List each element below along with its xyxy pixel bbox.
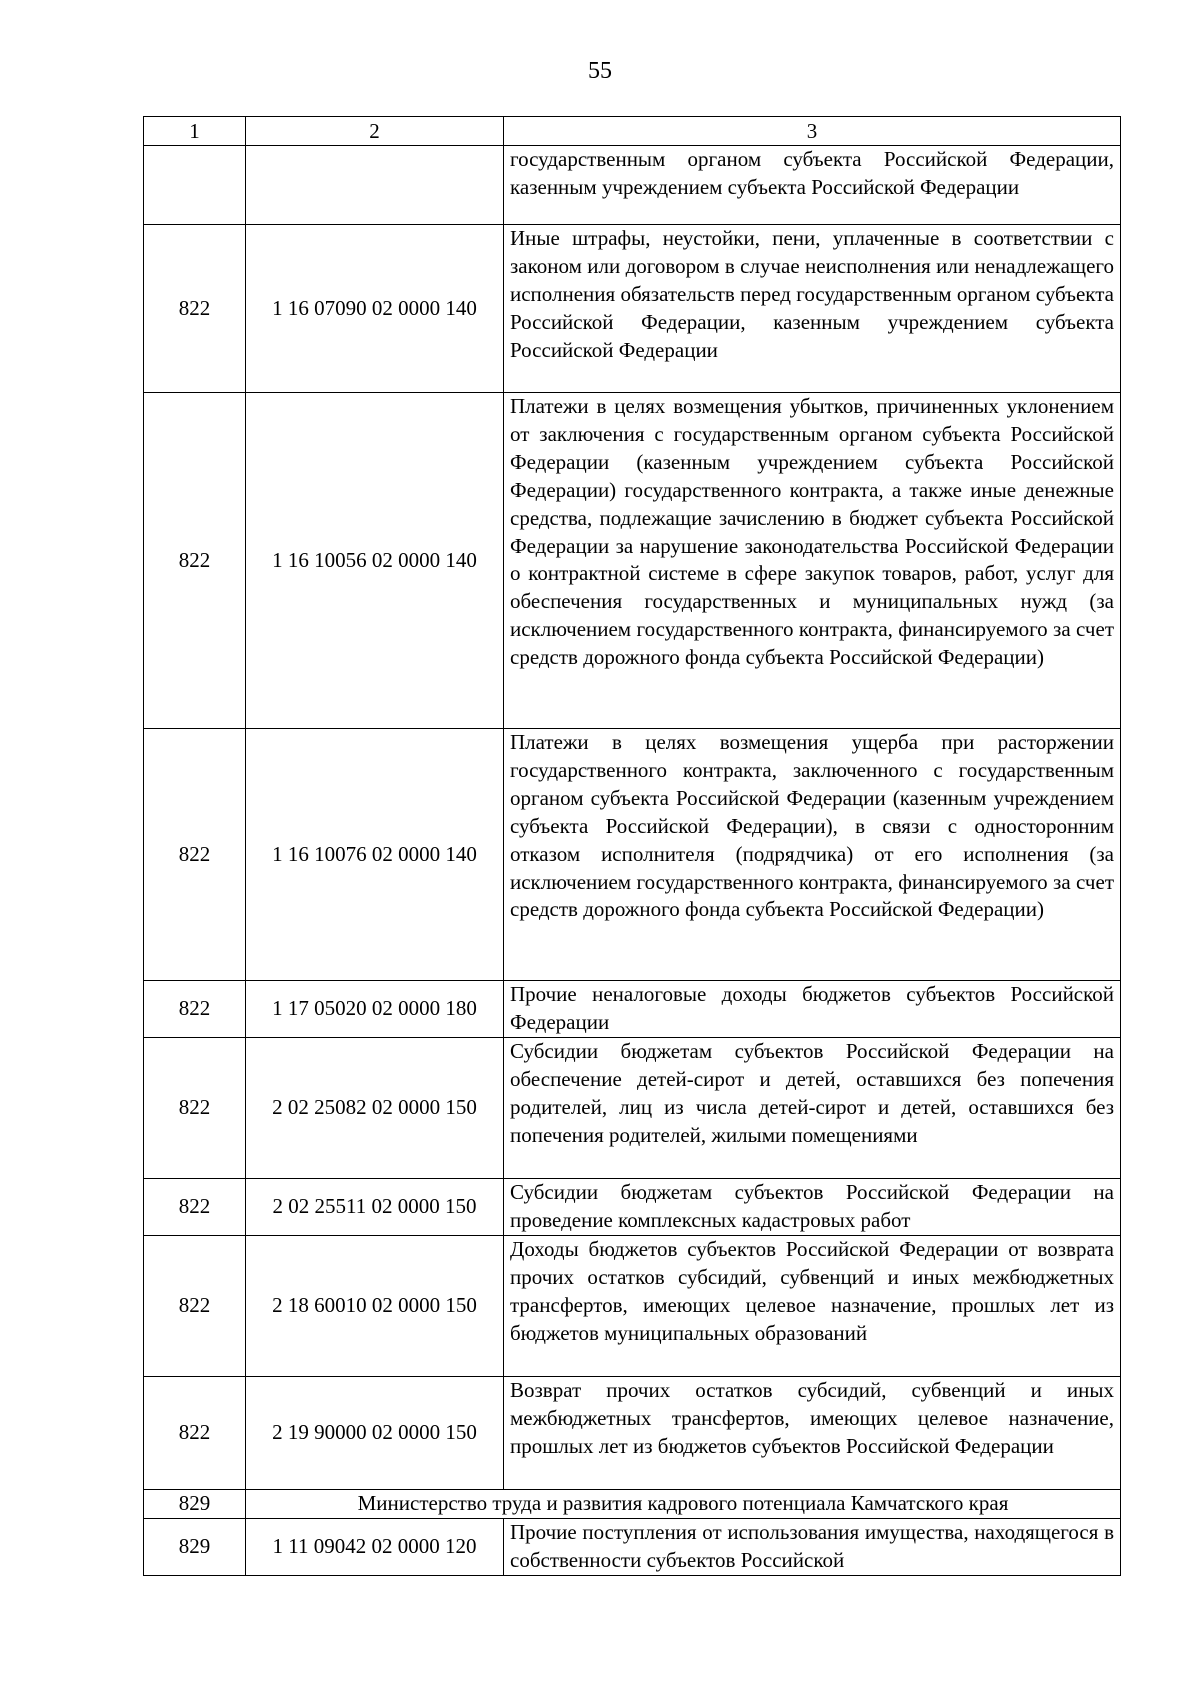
description-cell: государственным органом субъекта Российской Федерации, казенным учреждением субъекта Российской Федерации (504, 146, 1121, 225)
description-cell: Возврат прочих остатков субсидий, субвенций и иных межбюджетных трансфертов, имеющих целевое назначение, прошлых лет из бюджетов субъектов Российской Федерации (504, 1377, 1121, 1490)
table-row (144, 1179, 1121, 1236)
table-row (144, 729, 1121, 981)
table-row (144, 1377, 1121, 1490)
table-row (144, 981, 1121, 1038)
description-cell: Платежи в целях возмещения убытков, причиненных уклонением от заключения с государственным органом субъекта Российской Федерации (казенным учреждением субъекта Российской Федерации) государственного контракта, а также иные денежные средства, подлежащие зачислению в бюджет субъекта Российской Федерации за нарушение законодательства Российской Федерации о контрактной системе в сфере закупок товаров, работ, услуг для обеспечения государственных и муниципальных нужд (за исключением государственного контракта, финансируемого за счет средств дорожного фонда субъекта Российской Федерации) (504, 393, 1121, 729)
section-row (144, 1490, 1121, 1519)
admin-code-cell (144, 146, 246, 225)
description-cell: Прочие неналоговые доходы бюджетов субъектов Российской Федерации (504, 981, 1121, 1038)
admin-code-cell: 822 (144, 1236, 246, 1377)
column-header-1: 1 (144, 117, 246, 146)
description-cell: Субсидии бюджетам субъектов Российской Федерации на обеспечение детей-сирот и детей, оставшихся без попечения родителей, лиц из числа детей-сирот и детей, оставшихся без попечения родителей, жилыми помещениями (504, 1038, 1121, 1179)
admin-code-cell: 822 (144, 1377, 246, 1490)
admin-code-cell: 822 (144, 1038, 246, 1179)
budget-classification-table (143, 116, 1121, 1576)
budget-code-cell: 2 02 25082 02 0000 150 (246, 1038, 504, 1179)
table-row (144, 393, 1121, 729)
table-row (144, 1038, 1121, 1179)
budget-code-cell: 1 17 05020 02 0000 180 (246, 981, 504, 1038)
description-cell: Платежи в целях возмещения ущерба при расторжении государственного контракта, заключенного с государственным органом субъекта Российской Федерации (казенным учреждением субъекта Российской Федерации), в связи с односторонним отказом исполнителя (подрядчика) от его исполнения (за исключением государственного контракта, финансируемого за счет средств дорожного фонда субъекта Российской Федерации) (504, 729, 1121, 981)
table-row (144, 146, 1121, 225)
table-row (144, 1519, 1121, 1576)
column-header-3: 3 (504, 117, 1121, 146)
admin-code-cell: 822 (144, 729, 246, 981)
budget-code-cell: 2 18 60010 02 0000 150 (246, 1236, 504, 1377)
table-row (144, 225, 1121, 393)
page-number: 55 (588, 58, 612, 84)
budget-code-cell: 1 16 07090 02 0000 140 (246, 225, 504, 393)
admin-code-cell: 822 (144, 393, 246, 729)
description-cell: Прочие поступления от использования имущества, находящегося в собственности субъектов Российской (504, 1519, 1121, 1576)
budget-code-cell: 2 02 25511 02 0000 150 (246, 1179, 504, 1236)
column-header-2: 2 (246, 117, 504, 146)
budget-code-cell: 2 19 90000 02 0000 150 (246, 1377, 504, 1490)
budget-code-cell (246, 146, 504, 225)
admin-code-cell: 829 (144, 1490, 246, 1519)
admin-code-cell: 822 (144, 225, 246, 393)
table-row (144, 1236, 1121, 1377)
budget-code-cell: 1 16 10076 02 0000 140 (246, 729, 504, 981)
budget-code-cell: 1 11 09042 02 0000 120 (246, 1519, 504, 1576)
description-cell: Субсидии бюджетам субъектов Российской Федерации на проведение комплексных кадастровых работ (504, 1179, 1121, 1236)
description-cell: Иные штрафы, неустойки, пени, уплаченные в соответствии с законом или договором в случае неисполнения или ненадлежащего исполнения обязательств перед государственным органом субъекта Российской Федерации, казенным учреждением субъекта Российской Федерации (504, 225, 1121, 393)
admin-code-cell: 822 (144, 1179, 246, 1236)
table-header-row (144, 117, 1121, 146)
description-cell: Доходы бюджетов субъектов Российской Федерации от возврата прочих остатков субсидий, субвенций и иных межбюджетных трансфертов, имеющих целевое назначение, прошлых лет из бюджетов муниципальных образований (504, 1236, 1121, 1377)
section-title: Министерство труда и развития кадрового потенциала Камчатского края (246, 1490, 1121, 1519)
budget-code-cell: 1 16 10056 02 0000 140 (246, 393, 504, 729)
admin-code-cell: 822 (144, 981, 246, 1038)
admin-code-cell: 829 (144, 1519, 246, 1576)
